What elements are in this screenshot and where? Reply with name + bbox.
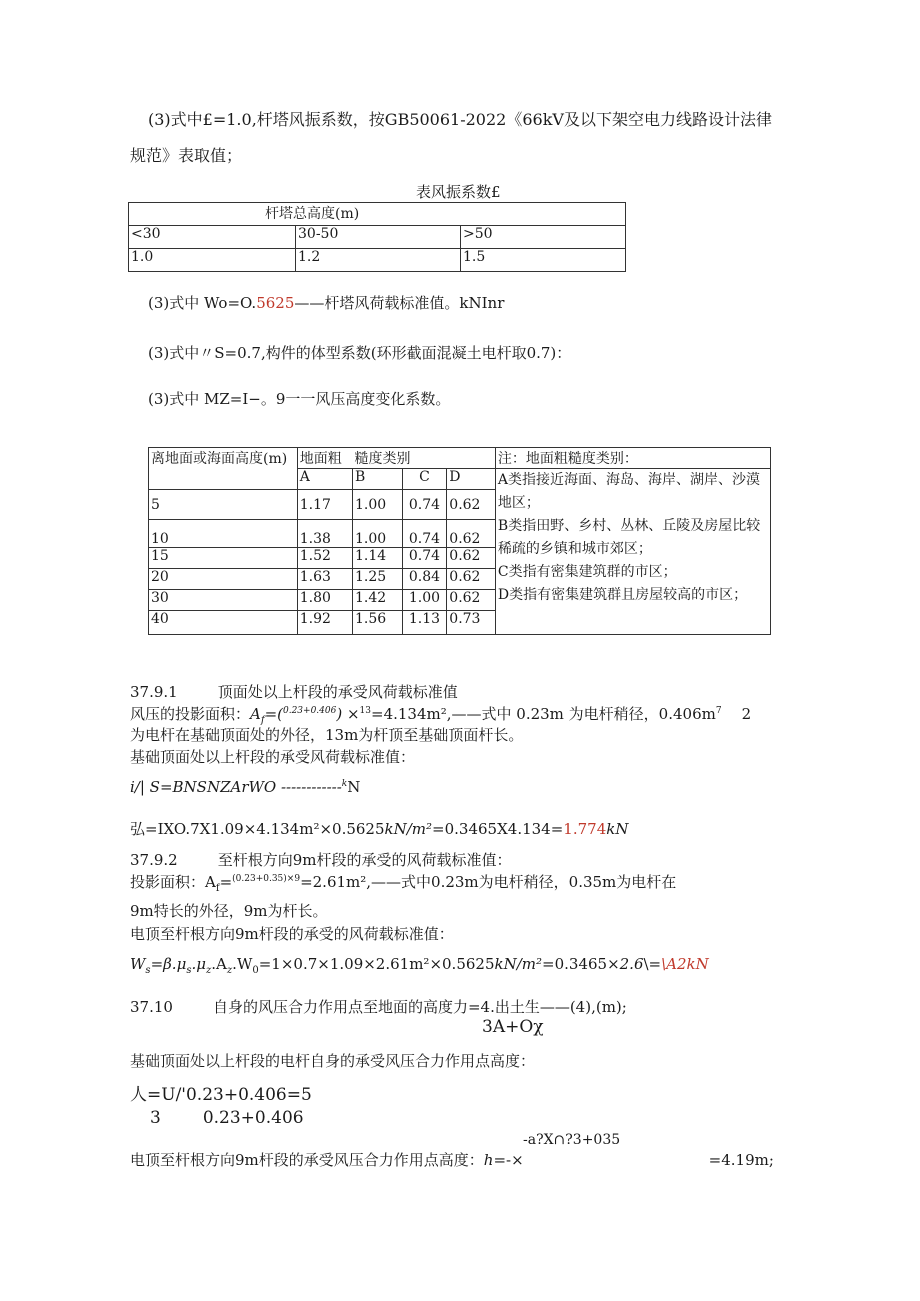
table-cell: 1.56 [352, 611, 402, 635]
formula-sup: 13 [359, 706, 371, 716]
formula-sup: k [341, 779, 348, 789]
height-coefficient-table [148, 447, 771, 635]
formula-part: i/| S=BNSNZArWO ------------ [130, 778, 342, 796]
note-line: C类指有密集建筑群的市区； [497, 564, 677, 580]
table-cell: 0.73 [447, 611, 496, 635]
table-cat: D [447, 469, 496, 490]
para-text: 为电杆在基础顶面处的外径，13m为杆顶至基础顶面杆长。 [130, 726, 524, 744]
formula-part: 3 [150, 1108, 161, 1128]
para-text: 电顶至杆根方向9m杆段的承受的风荷载标准值： [130, 925, 454, 943]
table-cell: 40 [149, 611, 298, 635]
height-formula-2-top: -a?X∩?3+035 [523, 1132, 621, 1148]
formula-part: \= [643, 955, 662, 973]
formula-sub: f [215, 883, 220, 894]
formula-part: =0.3465X4.134= [432, 820, 564, 838]
table-header-note: 注：地面粗糙度类别： [495, 448, 770, 469]
table-cell: 1.2 [296, 249, 461, 272]
table-row [129, 203, 626, 226]
formula-sub: s [145, 965, 151, 976]
formula-denominator: 3A+Oχ [482, 1017, 544, 1037]
table-row [129, 249, 626, 272]
para-text: 基础顶面处以上杆段的承受风荷载标准值： [130, 748, 416, 766]
table-cell: 1.92 [297, 611, 352, 635]
table-cell: 0.62 [447, 490, 496, 520]
formula-var: h [483, 1151, 494, 1169]
table-cell: 1.52 [297, 548, 352, 569]
para-text: 基础顶面处以上杆段的电杆自身的承受风压合力作用点高度： [130, 1052, 536, 1070]
para-text: 9m特长的外径，9m为杆长。 [130, 902, 328, 920]
table-cat: A [297, 469, 352, 490]
table-header-rough: 地面粗 [297, 448, 352, 469]
section-title: 至杆根方向9m杆段的承受的风荷载标准值： [217, 851, 512, 869]
result-value: 1.774 [563, 820, 607, 838]
table-cell: 1.13 [402, 611, 447, 635]
table-cell: 1.38 [297, 520, 352, 548]
table-cell: >50 [461, 226, 626, 249]
formula-sub: s [186, 965, 192, 976]
para-height-coeff: (3)式中 MZ=I−。9一一风压高度变化系数。 [148, 390, 451, 408]
formula-unit: kN [606, 820, 629, 838]
formula-part: ) × [336, 705, 360, 723]
height-formula-2 [130, 1151, 774, 1169]
table-cell: 1.17 [297, 490, 352, 520]
section-title: 顶面处以上杆段的承受风荷载标准值 [217, 683, 458, 701]
wind-load-calc [130, 820, 628, 838]
table-cell: 0.74 [402, 520, 447, 548]
table-cell: 0.62 [447, 520, 496, 548]
section-number: 37.9.2 [130, 851, 178, 869]
table-cell: 10 [149, 520, 298, 548]
formula-part: .μ [191, 955, 206, 973]
para-text: 投影面积： [130, 873, 206, 891]
para-text: 风压的投影面积： [130, 705, 251, 723]
table-cell: 5 [149, 490, 298, 520]
para-wind-load [148, 294, 504, 312]
formula-part: 弘=IXO.7X1.09×4.134m²×0.5625 [130, 820, 385, 838]
table-cell: 30 [149, 590, 298, 611]
para-wind-vibration: (3)式中£=1.0,杆塔风振系数，按GB50061-2022《66kV及以下架空电力线路设计法律 [148, 110, 772, 129]
table-cell: 1.14 [352, 548, 402, 569]
section-heading-3710 [130, 998, 627, 1016]
table-row [129, 226, 626, 249]
formula-sup: 7 [715, 706, 722, 716]
table-cell: 1.00 [402, 590, 447, 611]
formula-var: A [205, 873, 216, 891]
height-formula-top: 人=U/'0.23+0.406=5 [130, 1085, 312, 1105]
section-title: 自身的风压合力作用点至地面的高度力=4.出土生——(4),(m); [212, 998, 627, 1016]
formula-part: 2.6 [619, 955, 644, 973]
formula-part: = [219, 873, 233, 891]
table-cell: 20 [149, 569, 298, 590]
para-text: =2.61m²,——式中0.23m为电杆稍径，0.35m为电杆在 [300, 873, 677, 891]
projection-area-line [130, 705, 751, 727]
section-heading-3792 [130, 851, 512, 869]
table-cell: 0.74 [402, 548, 447, 569]
formula-sub: z [226, 965, 233, 976]
formula-part: N [347, 778, 361, 796]
formula-sub: z [206, 965, 212, 976]
roughness-notes [495, 469, 770, 635]
para-shape-coeff: (3)式中〃S=0.7,构件的体型系数(环形截面混凝土电杆取0.7)： [148, 344, 572, 362]
formula-unit: kN/m² [494, 955, 543, 973]
table-cell: <30 [129, 226, 296, 249]
formula-var: W [130, 955, 146, 973]
para-text: =4.134m²,——式中 0.23m 为电杆稍径，0.406m [371, 705, 716, 723]
table-cell: 0.62 [447, 569, 496, 590]
formula-part: =1×0.7×1.09×2.61m²×0.5625 [258, 955, 495, 973]
height-formula-bottom [150, 1108, 304, 1128]
highlight-value: 5625 [256, 294, 295, 312]
table-cell: 15 [149, 548, 298, 569]
table-cell: 0.84 [402, 569, 447, 590]
para-text: ——杆塔风荷载标准值。kNInr [294, 294, 505, 312]
table-header-height: 离地面或海面高度(m) [149, 448, 298, 490]
wind-vibration-table [128, 202, 626, 272]
wind-load-formula [130, 778, 360, 796]
table-cell: 1.80 [297, 590, 352, 611]
result-value: =4.19m; [708, 1151, 774, 1169]
table-cell: 0.62 [447, 590, 496, 611]
formula-part: .W [232, 955, 253, 973]
formula-part: =-× [493, 1151, 524, 1169]
table-row [149, 448, 771, 469]
result-value: \A2kN [661, 955, 709, 973]
para-text: 2 [741, 705, 752, 723]
formula-sub: f [260, 715, 265, 726]
para-text: 电顶至杆根方向9m杆段的承受风压合力作用点高度： [130, 1151, 484, 1169]
wind-load-calc-2 [130, 955, 709, 977]
formula-part: 0.23+0.406 [202, 1108, 304, 1128]
para-text: (3)式中 Wo=O. [148, 294, 257, 312]
formula-part: =( [264, 705, 283, 723]
table1-title: 表风振系数£ [416, 183, 501, 201]
table-cell: 1.63 [297, 569, 352, 590]
table-cell: 1.00 [352, 520, 402, 548]
table-cell: 1.42 [352, 590, 402, 611]
formula-sup: (0.23+0.35)×9 [232, 874, 301, 884]
table-cell: 1.5 [461, 249, 626, 272]
table-cell: 1.00 [352, 490, 402, 520]
projection-area-line [130, 873, 676, 895]
table-header-rough-cont: 糙度类别 [352, 448, 495, 469]
formula-sub: 0 [252, 965, 259, 976]
note-line: B类指田野、乡村、丛林、丘陵及房屋比较稀疏的乡镇和城市郊区； [497, 518, 761, 557]
table-cell: 1.25 [352, 569, 402, 590]
table-cell: 0.74 [402, 490, 447, 520]
formula-sup: 0.23+0.406 [282, 706, 337, 716]
table-cat: C [402, 469, 447, 490]
table-cat: B [352, 469, 402, 490]
para-wind-vibration-cont: 规范》表取值； [130, 146, 243, 165]
note-line: A类指接近海面、海岛、海岸、湖岸、沙漠地区； [497, 472, 761, 511]
table-cell: 1.0 [129, 249, 296, 272]
table-cell: 0.62 [447, 548, 496, 569]
formula-unit: kN/m² [384, 820, 433, 838]
table-header-height: 杆塔总高度(m) [129, 203, 626, 226]
section-heading-3791 [130, 683, 458, 701]
formula-part: .A [211, 955, 227, 973]
section-number: 37.9.1 [130, 683, 178, 701]
table-cell: 30-50 [296, 226, 461, 249]
formula-var: A [250, 705, 261, 723]
note-line: D类指有密集建筑群且房屋较高的市区； [497, 587, 748, 603]
formula-part: =0.3465× [542, 955, 620, 973]
formula-part: =β.μ [150, 955, 187, 973]
section-number: 37.10 [130, 998, 173, 1016]
